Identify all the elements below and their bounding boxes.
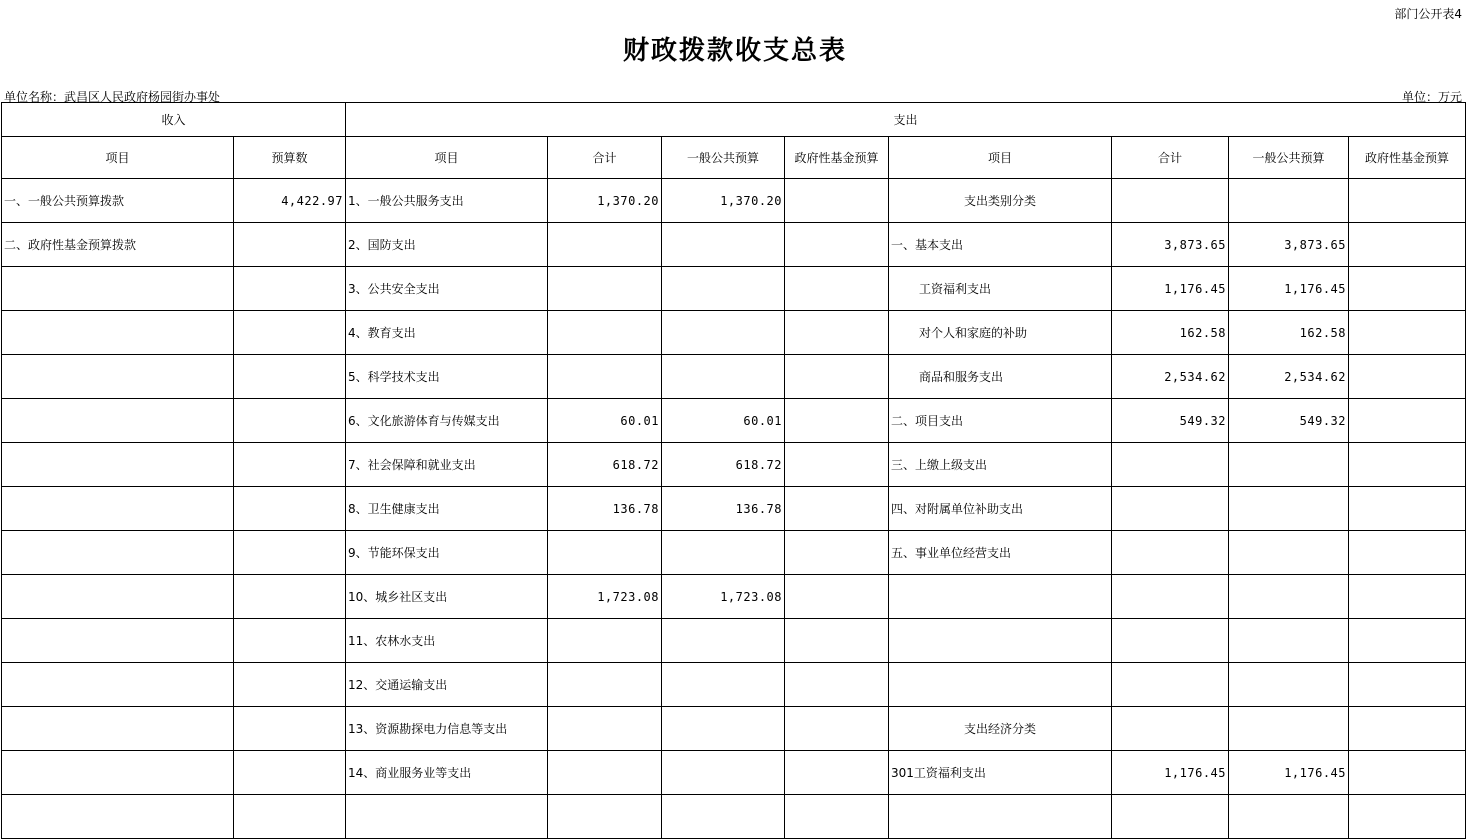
cell-exp-general: [662, 355, 785, 399]
cell-inc-budget: 4,422.97: [234, 179, 346, 223]
cell-exp-fund: [785, 399, 889, 443]
income-budget-header: 预算数: [234, 137, 346, 179]
cell-exp-total: 1,723.08: [548, 575, 662, 619]
cell-exp-total: [548, 223, 662, 267]
cell-inc-item: [2, 751, 234, 795]
table-body: [2, 179, 1466, 839]
cell-exp-total: 60.01: [548, 399, 662, 443]
cell-exp-fund: [785, 707, 889, 751]
page-title: 财政拨款收支总表: [622, 36, 847, 66]
cell-exp-total: [548, 707, 662, 751]
cell-cls-fund: [1349, 487, 1466, 531]
cell-cls-general: 1,176.45: [1229, 751, 1349, 795]
budget-summary-table: [1, 102, 1466, 839]
cell-cls-item: [889, 619, 1112, 663]
cell-exp-total: [548, 795, 662, 839]
cell-cls-item: [889, 663, 1112, 707]
table-row: [2, 487, 1466, 531]
cell-cls-item: 三、上缴上级支出: [889, 443, 1112, 487]
header-row-group: [2, 103, 1466, 137]
cell-exp-item: 11、农林水支出: [346, 619, 548, 663]
table-row: [2, 707, 1466, 751]
cell-cls-general: [1229, 487, 1349, 531]
cell-exp-general: [662, 311, 785, 355]
cell-cls-total: 162.58: [1112, 311, 1229, 355]
cell-exp-total: [548, 267, 662, 311]
cell-cls-fund: [1349, 355, 1466, 399]
cell-exp-total: [548, 311, 662, 355]
cell-cls-total: [1112, 663, 1229, 707]
cell-cls-general: [1229, 531, 1349, 575]
cell-inc-budget: [234, 267, 346, 311]
cell-inc-item: 二、政府性基金预算拨款: [2, 223, 234, 267]
cell-cls-item: 支出类别分类: [889, 179, 1112, 223]
header-row-columns: [2, 137, 1466, 179]
cell-inc-item: [2, 619, 234, 663]
table-row: [2, 179, 1466, 223]
cell-inc-item: [2, 795, 234, 839]
cell-inc-budget: [234, 663, 346, 707]
cell-inc-item: [2, 443, 234, 487]
cell-exp-fund: [785, 751, 889, 795]
cell-inc-budget: [234, 487, 346, 531]
expense-total-header: 合计: [548, 137, 662, 179]
cell-cls-item: [889, 795, 1112, 839]
cell-exp-total: 136.78: [548, 487, 662, 531]
cell-exp-general: 60.01: [662, 399, 785, 443]
cell-cls-fund: [1349, 311, 1466, 355]
cell-cls-item: 商品和服务支出: [889, 355, 1112, 399]
cell-exp-item: 10、城乡社区支出: [346, 575, 548, 619]
table-row: [2, 267, 1466, 311]
cell-exp-general: [662, 619, 785, 663]
cell-cls-fund: [1349, 575, 1466, 619]
cell-cls-fund: [1349, 619, 1466, 663]
cell-inc-budget: [234, 223, 346, 267]
cell-cls-fund: [1349, 399, 1466, 443]
cell-cls-total: [1112, 707, 1229, 751]
cell-inc-item: [2, 311, 234, 355]
income-header: 收入: [2, 103, 346, 137]
cell-exp-general: 1,723.08: [662, 575, 785, 619]
cell-exp-item: 8、卫生健康支出: [346, 487, 548, 531]
cell-exp-item: 1、一般公共服务支出: [346, 179, 548, 223]
income-item-header: 项目: [2, 137, 234, 179]
cell-cls-item: 301工资福利支出: [889, 751, 1112, 795]
cell-cls-general: [1229, 795, 1349, 839]
table-row: [2, 751, 1466, 795]
cell-exp-fund: [785, 267, 889, 311]
cell-cls-fund: [1349, 663, 1466, 707]
cell-exp-general: [662, 531, 785, 575]
cell-cls-total: 1,176.45: [1112, 267, 1229, 311]
table-row: [2, 795, 1466, 839]
cell-cls-general: 2,534.62: [1229, 355, 1349, 399]
cell-exp-item: 4、教育支出: [346, 311, 548, 355]
cell-inc-budget: [234, 443, 346, 487]
cell-cls-general: [1229, 663, 1349, 707]
table-row: [2, 223, 1466, 267]
class-general-header: 一般公共预算: [1229, 137, 1349, 179]
cell-exp-item: 2、国防支出: [346, 223, 548, 267]
cell-cls-general: [1229, 707, 1349, 751]
cell-exp-fund: [785, 795, 889, 839]
cell-cls-item: 四、对附属单位补助支出: [889, 487, 1112, 531]
cell-cls-item: 支出经济分类: [889, 707, 1112, 751]
class-total-header: 合计: [1112, 137, 1229, 179]
cell-cls-total: 549.32: [1112, 399, 1229, 443]
cell-cls-item: 二、项目支出: [889, 399, 1112, 443]
cell-cls-item: 工资福利支出: [889, 267, 1112, 311]
table-row: [2, 355, 1466, 399]
cell-inc-budget: [234, 355, 346, 399]
cell-exp-fund: [785, 619, 889, 663]
cell-exp-item: 9、节能环保支出: [346, 531, 548, 575]
cell-cls-fund: [1349, 443, 1466, 487]
table-row: [2, 663, 1466, 707]
cell-cls-general: 1,176.45: [1229, 267, 1349, 311]
cell-exp-general: [662, 223, 785, 267]
expense-item-header: 项目: [346, 137, 548, 179]
cell-exp-fund: [785, 443, 889, 487]
cell-cls-total: 2,534.62: [1112, 355, 1229, 399]
cell-exp-total: [548, 355, 662, 399]
cell-inc-budget: [234, 751, 346, 795]
cell-inc-budget: [234, 311, 346, 355]
cell-exp-general: [662, 751, 785, 795]
cell-exp-fund: [785, 179, 889, 223]
expense-fund-header: 政府性基金预算: [785, 137, 889, 179]
cell-inc-item: [2, 575, 234, 619]
cell-inc-budget: [234, 399, 346, 443]
cell-exp-fund: [785, 355, 889, 399]
cell-exp-item: 6、文化旅游体育与传媒支出: [346, 399, 548, 443]
cell-exp-general: [662, 795, 785, 839]
cell-exp-item: 14、商业服务业等支出: [346, 751, 548, 795]
cell-cls-fund: [1349, 223, 1466, 267]
table-row: [2, 311, 1466, 355]
class-item-header: 项目: [889, 137, 1112, 179]
cell-cls-fund: [1349, 707, 1466, 751]
cell-cls-general: [1229, 619, 1349, 663]
cell-cls-total: [1112, 575, 1229, 619]
cell-cls-fund: [1349, 795, 1466, 839]
cell-inc-item: [2, 267, 234, 311]
cell-cls-total: 3,873.65: [1112, 223, 1229, 267]
cell-exp-fund: [785, 663, 889, 707]
cell-cls-fund: [1349, 179, 1466, 223]
cell-inc-item: 一、一般公共预算拨款: [2, 179, 234, 223]
cell-cls-item: 一、基本支出: [889, 223, 1112, 267]
cell-exp-general: [662, 267, 785, 311]
cell-cls-general: 549.32: [1229, 399, 1349, 443]
cell-inc-budget: [234, 619, 346, 663]
unit-name-label: 单位名称：武昌区人民政府杨园街办事处: [4, 90, 221, 104]
cell-inc-item: [2, 355, 234, 399]
table-row: [2, 531, 1466, 575]
cell-exp-total: [548, 751, 662, 795]
cell-cls-total: 1,176.45: [1112, 751, 1229, 795]
cell-cls-item: [889, 575, 1112, 619]
cell-cls-item: 对个人和家庭的补助: [889, 311, 1112, 355]
cell-exp-fund: [785, 487, 889, 531]
table-row: [2, 619, 1466, 663]
cell-inc-item: [2, 707, 234, 751]
table-row: [2, 443, 1466, 487]
cell-inc-budget: [234, 795, 346, 839]
cell-cls-general: [1229, 443, 1349, 487]
cell-cls-total: [1112, 179, 1229, 223]
cell-exp-item: 12、交通运输支出: [346, 663, 548, 707]
cell-cls-general: [1229, 179, 1349, 223]
cell-exp-item: 5、科学技术支出: [346, 355, 548, 399]
cell-exp-fund: [785, 223, 889, 267]
cell-cls-fund: [1349, 751, 1466, 795]
cell-exp-total: [548, 531, 662, 575]
cell-exp-item: [346, 795, 548, 839]
cell-cls-total: [1112, 443, 1229, 487]
cell-cls-total: [1112, 531, 1229, 575]
cell-cls-item: 五、事业单位经营支出: [889, 531, 1112, 575]
expense-header: 支出: [346, 103, 1466, 137]
cell-exp-fund: [785, 531, 889, 575]
table-row: [2, 575, 1466, 619]
cell-cls-total: [1112, 619, 1229, 663]
cell-cls-general: 3,873.65: [1229, 223, 1349, 267]
table-code-label: 部门公开表4: [1394, 7, 1462, 21]
cell-exp-general: 618.72: [662, 443, 785, 487]
cell-exp-total: [548, 663, 662, 707]
class-fund-header: 政府性基金预算: [1349, 137, 1466, 179]
table-row: [2, 399, 1466, 443]
cell-inc-budget: [234, 707, 346, 751]
cell-exp-total: 618.72: [548, 443, 662, 487]
cell-exp-item: 3、公共安全支出: [346, 267, 548, 311]
cell-exp-fund: [785, 311, 889, 355]
cell-cls-total: [1112, 795, 1229, 839]
cell-exp-general: 1,370.20: [662, 179, 785, 223]
cell-inc-item: [2, 487, 234, 531]
cell-exp-item: 13、资源勘探电力信息等支出: [346, 707, 548, 751]
cell-cls-general: 162.58: [1229, 311, 1349, 355]
cell-exp-general: [662, 707, 785, 751]
currency-unit-label: 单位：万元: [1401, 90, 1462, 104]
expense-general-header: 一般公共预算: [662, 137, 785, 179]
cell-cls-general: [1229, 575, 1349, 619]
cell-inc-item: [2, 663, 234, 707]
cell-exp-item: 7、社会保障和就业支出: [346, 443, 548, 487]
cell-cls-total: [1112, 487, 1229, 531]
cell-inc-budget: [234, 531, 346, 575]
cell-exp-fund: [785, 575, 889, 619]
cell-inc-budget: [234, 575, 346, 619]
cell-exp-total: [548, 619, 662, 663]
cell-inc-item: [2, 399, 234, 443]
cell-exp-total: 1,370.20: [548, 179, 662, 223]
cell-exp-general: [662, 663, 785, 707]
cell-cls-fund: [1349, 531, 1466, 575]
cell-exp-general: 136.78: [662, 487, 785, 531]
cell-inc-item: [2, 531, 234, 575]
cell-cls-fund: [1349, 267, 1466, 311]
